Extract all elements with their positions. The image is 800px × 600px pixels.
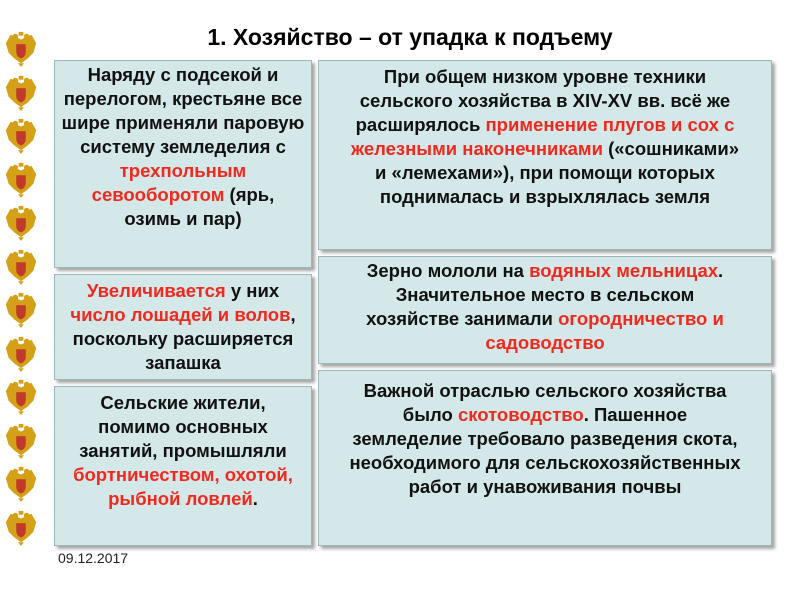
box-text: . Пашенное земледелие требовало разведения скота, необходимого для сельскохозяйственных работ и унавоживания почвы [349,404,741,498]
highlight-text: скотоводство [457,404,584,426]
coat-of-arms-icon [2,74,40,112]
text-box-livestock-growth [54,274,312,380]
text-box-watermills [318,256,772,364]
coat-of-arms-icon [2,422,40,460]
box-text: Сельские жители, помимо основных занятий, промышляли [79,392,287,462]
box-text: . Значительное место в сельском хозяйстве занимали [366,260,724,330]
text-box-cattle-breeding [318,370,772,546]
box-text: При общем низком уровне техники сельского хозяйства в XIV-XV вв. всё же расширялось [355,66,731,136]
text-box-plough-technique [318,60,772,250]
box-text: . [252,488,258,510]
coat-of-arms-icon [2,291,40,329]
coat-of-arms-icon [2,378,40,416]
box-text: («сошниками» и «лемехами»), при помощи которых поднималась и взрыхлялась земля [375,138,740,208]
coat-of-arms-icon [2,509,40,547]
highlight-text: бортничеством, охотой, рыбной ловлей [73,464,293,510]
box-text: у них [225,280,280,301]
coat-of-arms-icon [2,335,40,373]
coat-of-arms-icon [2,117,40,155]
slide-title: 1. Хозяйство – от упадка к подъему [207,24,613,50]
coat-of-arms-icon [2,161,40,199]
text-box-crop-rotation [54,60,312,268]
coat-of-arms-icon [2,204,40,242]
highlight-text: огородничество и садоводство [485,308,724,354]
highlight-text: водяных мельницах [529,260,719,281]
box-text: (ярь, озимь и пар) [124,184,275,230]
box-text: Важной отраслью сельского хозяйства было [363,380,727,426]
coat-of-arms-icon [2,30,40,68]
coat-of-arms-icon [2,248,40,286]
box-text: , поскольку расширяется запашка [72,304,296,374]
highlight-text: применение плугов и сох с железными наконечниками [350,114,735,160]
highlight-text: число лошадей и волов [70,304,291,326]
text-box-crafts [54,386,312,546]
box-text: Зерно мололи на [366,260,530,281]
highlight-text: Увеличивается [86,280,226,301]
highlight-text: трехпольным севооборотом [91,160,247,206]
slide-date: 09.12.2017 [58,550,129,566]
coat-of-arms-icon [2,465,40,503]
box-text: Наряду с подсекой и перелогом, крестьяне все шире применяли паровую систему земледелия с [61,64,305,158]
